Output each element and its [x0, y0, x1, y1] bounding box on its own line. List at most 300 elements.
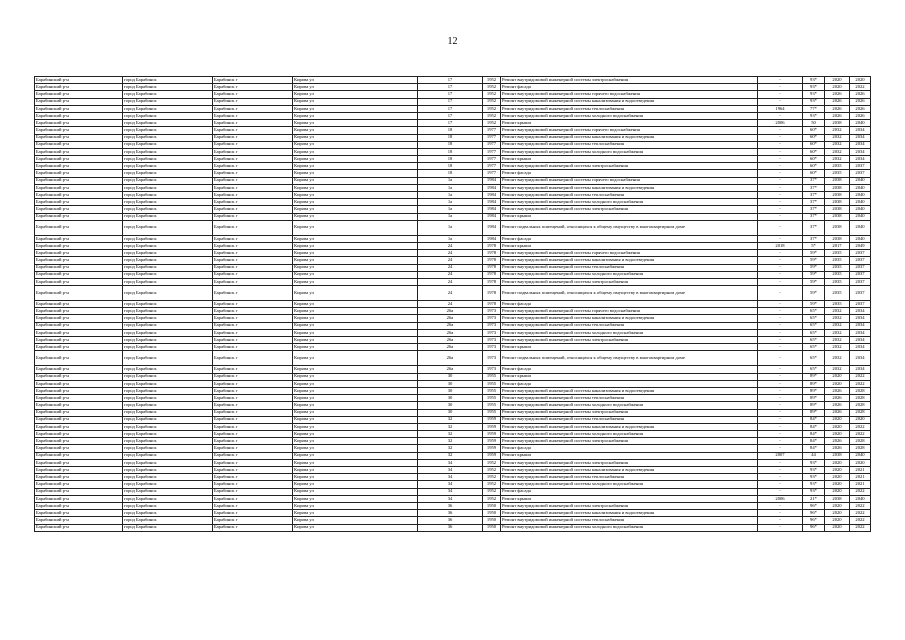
- table-row: [35, 402, 871, 409]
- last-repair-year-cell: -: [758, 301, 803, 308]
- district-cell: Барабинский р-н: [35, 315, 123, 322]
- plan-end-year-cell: 2022: [850, 517, 871, 524]
- table-row: [35, 308, 871, 315]
- plan-start-year-cell: 2032: [825, 141, 850, 148]
- work-type-cell: Ремонт внутридомовой инженерной системы теплоснабжения: [501, 105, 758, 112]
- street-cell: Кирова ул: [293, 351, 418, 366]
- last-repair-year-cell: -: [758, 351, 803, 366]
- city-cell: Барабинск г: [213, 445, 293, 452]
- locality-cell: город Барабинск: [123, 199, 213, 206]
- district-cell: Барабинский р-н: [35, 242, 123, 249]
- city-cell: Барабинск г: [213, 452, 293, 459]
- district-cell: Барабинский р-н: [35, 308, 123, 315]
- street-cell: Кирова ул: [293, 278, 418, 285]
- work-type-cell: Ремонт фасада: [501, 301, 758, 308]
- house-number-cell: 17: [418, 112, 483, 119]
- table-row: [35, 206, 871, 213]
- plan-start-year-cell: 2026: [825, 91, 850, 98]
- wear-percent-cell: 65*: [803, 315, 825, 322]
- house-number-cell: 32: [418, 445, 483, 452]
- street-cell: Кирова ул: [293, 459, 418, 466]
- house-number-cell: 17: [418, 98, 483, 105]
- plan-start-year-cell: 2026: [825, 409, 850, 416]
- plan-start-year-cell: 2035: [825, 286, 850, 301]
- work-type-cell: Ремонт фасада: [501, 170, 758, 177]
- house-number-cell: 1а: [418, 213, 483, 220]
- work-type-cell: Ремонт внутридомовой инженерной системы теплоснабжения: [501, 192, 758, 199]
- plan-start-year-cell: 2032: [825, 308, 850, 315]
- city-cell: Барабинск г: [213, 517, 293, 524]
- district-cell: Барабинский р-н: [35, 213, 123, 220]
- city-cell: Барабинск г: [213, 120, 293, 127]
- work-type-cell: Ремонт фасада: [501, 84, 758, 91]
- plan-end-year-cell: 2026: [850, 98, 871, 105]
- build-year-cell: 1952: [483, 474, 501, 481]
- district-cell: Барабинский р-н: [35, 438, 123, 445]
- plan-start-year-cell: 2020: [825, 84, 850, 91]
- wear-percent-cell: 60*: [803, 148, 825, 155]
- wear-percent-cell: 96*: [803, 510, 825, 517]
- house-number-cell: 24: [418, 264, 483, 271]
- work-type-cell: Ремонт внутридомовой инженерной системы теплоснабжения: [501, 141, 758, 148]
- build-year-cell: 1952: [483, 495, 501, 502]
- district-cell: Барабинский р-н: [35, 170, 123, 177]
- city-cell: Барабинск г: [213, 199, 293, 206]
- house-number-cell: 36: [418, 502, 483, 509]
- build-year-cell: 1952: [483, 77, 501, 84]
- street-cell: Кирова ул: [293, 315, 418, 322]
- locality-cell: город Барабинск: [123, 206, 213, 213]
- work-type-cell: Ремонт внутридомовой инженерной системы канализования и водоотведения: [501, 315, 758, 322]
- plan-end-year-cell: 2037: [850, 264, 871, 271]
- district-cell: Барабинский р-н: [35, 387, 123, 394]
- last-repair-year-cell: -: [758, 98, 803, 105]
- plan-end-year-cell: 2037: [850, 301, 871, 308]
- district-cell: Барабинский р-н: [35, 177, 123, 184]
- work-type-cell: Ремонт крыши: [501, 373, 758, 380]
- house-number-cell: 26а: [418, 315, 483, 322]
- city-cell: Барабинск г: [213, 148, 293, 155]
- district-cell: Барабинский р-н: [35, 445, 123, 452]
- street-cell: Кирова ул: [293, 264, 418, 271]
- build-year-cell: 1977: [483, 134, 501, 141]
- wear-percent-cell: 65*: [803, 337, 825, 344]
- district-cell: Барабинский р-н: [35, 395, 123, 402]
- wear-percent-cell: 89*: [803, 387, 825, 394]
- wear-percent-cell: 60*: [803, 163, 825, 170]
- house-number-cell: 30: [418, 380, 483, 387]
- locality-cell: город Барабинск: [123, 445, 213, 452]
- build-year-cell: 1959: [483, 445, 501, 452]
- wear-percent-cell: 96*: [803, 524, 825, 531]
- city-cell: Барабинск г: [213, 91, 293, 98]
- plan-start-year-cell: 2026: [825, 402, 850, 409]
- city-cell: Барабинск г: [213, 351, 293, 366]
- build-year-cell: 1978: [483, 250, 501, 257]
- wear-percent-cell: 59*: [803, 257, 825, 264]
- plan-start-year-cell: 2035: [825, 278, 850, 285]
- build-year-cell: 1984: [483, 199, 501, 206]
- work-type-cell: Ремонт крыши: [501, 495, 758, 502]
- street-cell: Кирова ул: [293, 387, 418, 394]
- last-repair-year-cell: -: [758, 322, 803, 329]
- plan-end-year-cell: 2034: [850, 322, 871, 329]
- district-cell: Барабинский р-н: [35, 235, 123, 242]
- house-number-cell: 30: [418, 409, 483, 416]
- build-year-cell: 1955: [483, 409, 501, 416]
- build-year-cell: 1977: [483, 170, 501, 177]
- plan-start-year-cell: 2020: [825, 474, 850, 481]
- district-cell: Барабинский р-н: [35, 495, 123, 502]
- street-cell: Кирова ул: [293, 148, 418, 155]
- table-row: [35, 502, 871, 509]
- city-cell: Барабинск г: [213, 170, 293, 177]
- plan-end-year-cell: 2020: [850, 77, 871, 84]
- street-cell: Кирова ул: [293, 220, 418, 235]
- last-repair-year-cell: -: [758, 329, 803, 336]
- work-type-cell: Ремонт внутридомовой инженерной системы теплоснабжения: [501, 517, 758, 524]
- house-number-cell: 32: [418, 452, 483, 459]
- street-cell: Кирова ул: [293, 445, 418, 452]
- street-cell: Кирова ул: [293, 84, 418, 91]
- table-row: [35, 387, 871, 394]
- work-type-cell: Ремонт крыши: [501, 213, 758, 220]
- locality-cell: город Барабинск: [123, 250, 213, 257]
- build-year-cell: 1955: [483, 395, 501, 402]
- build-year-cell: 1978: [483, 301, 501, 308]
- locality-cell: город Барабинск: [123, 495, 213, 502]
- build-year-cell: 1984: [483, 184, 501, 191]
- locality-cell: город Барабинск: [123, 112, 213, 119]
- table-row: [35, 177, 871, 184]
- locality-cell: город Барабинск: [123, 315, 213, 322]
- build-year-cell: 1973: [483, 322, 501, 329]
- plan-start-year-cell: 2032: [825, 351, 850, 366]
- house-number-cell: 24: [418, 301, 483, 308]
- wear-percent-cell: 93*: [803, 474, 825, 481]
- build-year-cell: 1959: [483, 423, 501, 430]
- table-row: [35, 77, 871, 84]
- work-type-cell: Ремонт внутридомовой инженерной системы канализования и водоотведения: [501, 510, 758, 517]
- plan-start-year-cell: 2038: [825, 199, 850, 206]
- table-row: [35, 416, 871, 423]
- plan-end-year-cell: 2040: [850, 184, 871, 191]
- plan-end-year-cell: 2028: [850, 445, 871, 452]
- table-row: [35, 351, 871, 366]
- build-year-cell: 1973: [483, 337, 501, 344]
- house-number-cell: 18: [418, 170, 483, 177]
- last-repair-year-cell: 2006: [758, 495, 803, 502]
- table-row: [35, 120, 871, 127]
- build-year-cell: 1978: [483, 257, 501, 264]
- wear-percent-cell: 93*: [803, 77, 825, 84]
- district-cell: Барабинский р-н: [35, 517, 123, 524]
- plan-end-year-cell: 2034: [850, 148, 871, 155]
- street-cell: Кирова ул: [293, 192, 418, 199]
- plan-start-year-cell: 2032: [825, 156, 850, 163]
- wear-percent-cell: 59*: [803, 286, 825, 301]
- locality-cell: город Барабинск: [123, 286, 213, 301]
- wear-percent-cell: 84*: [803, 423, 825, 430]
- locality-cell: город Барабинск: [123, 301, 213, 308]
- table-row: [35, 184, 871, 191]
- work-type-cell: Ремонт внутридомовой инженерной системы канализования и водоотведения: [501, 387, 758, 394]
- district-cell: Барабинский р-н: [35, 467, 123, 474]
- plan-end-year-cell: 2034: [850, 308, 871, 315]
- table-row: [35, 524, 871, 531]
- district-cell: Барабинский р-н: [35, 192, 123, 199]
- build-year-cell: 1973: [483, 329, 501, 336]
- wear-percent-cell: 96*: [803, 502, 825, 509]
- plan-end-year-cell: 2037: [850, 286, 871, 301]
- city-cell: Барабинск г: [213, 77, 293, 84]
- house-number-cell: 26а: [418, 322, 483, 329]
- plan-end-year-cell: 2022: [850, 84, 871, 91]
- table-row: [35, 495, 871, 502]
- locality-cell: город Барабинск: [123, 163, 213, 170]
- house-number-cell: 26а: [418, 366, 483, 373]
- wear-percent-cell: 93*: [803, 467, 825, 474]
- work-type-cell: Ремонт внутридомовой инженерной системы электроснабжения: [501, 502, 758, 509]
- district-cell: Барабинский р-н: [35, 264, 123, 271]
- plan-end-year-cell: 2022: [850, 380, 871, 387]
- work-type-cell: Ремонт внутридомовой инженерной системы холодного водоснабжения: [501, 148, 758, 155]
- house-number-cell: 1а: [418, 199, 483, 206]
- locality-cell: город Барабинск: [123, 351, 213, 366]
- plan-start-year-cell: 2020: [825, 488, 850, 495]
- build-year-cell: 1977: [483, 148, 501, 155]
- house-number-cell: 18: [418, 163, 483, 170]
- plan-start-year-cell: 2038: [825, 213, 850, 220]
- last-repair-year-cell: -: [758, 77, 803, 84]
- table-row: [35, 170, 871, 177]
- locality-cell: город Барабинск: [123, 105, 213, 112]
- street-cell: Кирова ул: [293, 517, 418, 524]
- last-repair-year-cell: -: [758, 438, 803, 445]
- last-repair-year-cell: -: [758, 235, 803, 242]
- house-number-cell: 26а: [418, 351, 483, 366]
- build-year-cell: 1950: [483, 502, 501, 509]
- plan-end-year-cell: 2020: [850, 459, 871, 466]
- city-cell: Барабинск г: [213, 495, 293, 502]
- wear-percent-cell: 59*: [803, 250, 825, 257]
- wear-percent-cell: 65*: [803, 366, 825, 373]
- table-row: [35, 235, 871, 242]
- locality-cell: город Барабинск: [123, 467, 213, 474]
- district-cell: Барабинский р-н: [35, 77, 123, 84]
- table-row: [35, 395, 871, 402]
- plan-start-year-cell: 2020: [825, 467, 850, 474]
- city-cell: Барабинск г: [213, 459, 293, 466]
- build-year-cell: 1952: [483, 120, 501, 127]
- plan-start-year-cell: 2020: [825, 517, 850, 524]
- city-cell: Барабинск г: [213, 524, 293, 531]
- wear-percent-cell: 65*: [803, 351, 825, 366]
- house-number-cell: 34: [418, 474, 483, 481]
- build-year-cell: 1984: [483, 192, 501, 199]
- locality-cell: город Барабинск: [123, 170, 213, 177]
- city-cell: Барабинск г: [213, 431, 293, 438]
- plan-end-year-cell: 2022: [850, 488, 871, 495]
- work-type-cell: Ремонт внутридомовой инженерной системы теплоснабжения: [501, 322, 758, 329]
- work-type-cell: Ремонт внутридомовой инженерной системы электроснабжения: [501, 459, 758, 466]
- house-number-cell: 30: [418, 387, 483, 394]
- table-row: [35, 445, 871, 452]
- city-cell: Барабинск г: [213, 163, 293, 170]
- table-row: [35, 278, 871, 285]
- work-type-cell: Ремонт подвальных помещений, относящихся к общему имуществу в многоквартирном доме: [501, 220, 758, 235]
- city-cell: Барабинск г: [213, 213, 293, 220]
- street-cell: Кирова ул: [293, 344, 418, 351]
- house-number-cell: 36: [418, 510, 483, 517]
- district-cell: Барабинский р-н: [35, 322, 123, 329]
- last-repair-year-cell: -: [758, 163, 803, 170]
- table-row: [35, 127, 871, 134]
- plan-start-year-cell: 2038: [825, 120, 850, 127]
- house-number-cell: 34: [418, 488, 483, 495]
- build-year-cell: 1952: [483, 105, 501, 112]
- city-cell: Барабинск г: [213, 257, 293, 264]
- district-cell: Барабинский р-н: [35, 452, 123, 459]
- work-type-cell: Ремонт внутридомовой инженерной системы холодного водоснабжения: [501, 524, 758, 531]
- city-cell: Барабинск г: [213, 387, 293, 394]
- plan-start-year-cell: 2038: [825, 452, 850, 459]
- house-number-cell: 26а: [418, 337, 483, 344]
- table-row: [35, 91, 871, 98]
- build-year-cell: 1973: [483, 315, 501, 322]
- district-cell: Барабинский р-н: [35, 301, 123, 308]
- table-row: [35, 409, 871, 416]
- wear-percent-cell: 60*: [803, 156, 825, 163]
- house-number-cell: 18: [418, 134, 483, 141]
- work-type-cell: Ремонт фасада: [501, 380, 758, 387]
- wear-percent-cell: 59*: [803, 271, 825, 278]
- district-cell: Барабинский р-н: [35, 250, 123, 257]
- street-cell: Кирова ул: [293, 120, 418, 127]
- last-repair-year-cell: -: [758, 524, 803, 531]
- city-cell: Барабинск г: [213, 141, 293, 148]
- locality-cell: город Барабинск: [123, 452, 213, 459]
- district-cell: Барабинский р-н: [35, 488, 123, 495]
- city-cell: Барабинск г: [213, 467, 293, 474]
- house-number-cell: 34: [418, 459, 483, 466]
- wear-percent-cell: 93*: [803, 84, 825, 91]
- plan-start-year-cell: 2020: [825, 502, 850, 509]
- district-cell: Барабинский р-н: [35, 481, 123, 488]
- district-cell: Барабинский р-н: [35, 373, 123, 380]
- plan-end-year-cell: 2026: [850, 91, 871, 98]
- district-cell: Барабинский р-н: [35, 120, 123, 127]
- build-year-cell: 1973: [483, 351, 501, 366]
- house-number-cell: 1а: [418, 184, 483, 191]
- plan-start-year-cell: 2038: [825, 235, 850, 242]
- locality-cell: город Барабинск: [123, 278, 213, 285]
- last-repair-year-cell: 1964: [758, 105, 803, 112]
- street-cell: Кирова ул: [293, 213, 418, 220]
- city-cell: Барабинск г: [213, 98, 293, 105]
- wear-percent-cell: 44: [803, 452, 825, 459]
- table-row: [35, 84, 871, 91]
- build-year-cell: 1978: [483, 278, 501, 285]
- city-cell: Барабинск г: [213, 409, 293, 416]
- build-year-cell: 1978: [483, 264, 501, 271]
- plan-end-year-cell: 2034: [850, 134, 871, 141]
- table-row: [35, 337, 871, 344]
- plan-start-year-cell: 2038: [825, 220, 850, 235]
- district-cell: Барабинский р-н: [35, 459, 123, 466]
- last-repair-year-cell: -: [758, 315, 803, 322]
- street-cell: Кирова ул: [293, 495, 418, 502]
- house-number-cell: 32: [418, 423, 483, 430]
- work-type-cell: Ремонт внутридомовой инженерной системы холодного водоснабжения: [501, 431, 758, 438]
- plan-start-year-cell: 2020: [825, 431, 850, 438]
- last-repair-year-cell: -: [758, 206, 803, 213]
- plan-end-year-cell: 2034: [850, 127, 871, 134]
- plan-end-year-cell: 2040: [850, 199, 871, 206]
- last-repair-year-cell: -: [758, 373, 803, 380]
- table-row: [35, 423, 871, 430]
- locality-cell: город Барабинск: [123, 502, 213, 509]
- plan-end-year-cell: 2028: [850, 409, 871, 416]
- locality-cell: город Барабинск: [123, 402, 213, 409]
- last-repair-year-cell: 2007: [758, 452, 803, 459]
- last-repair-year-cell: -: [758, 199, 803, 206]
- plan-start-year-cell: 2038: [825, 495, 850, 502]
- plan-start-year-cell: 2035: [825, 250, 850, 257]
- work-type-cell: Ремонт внутридомовой инженерной системы холодного водоснабжения: [501, 199, 758, 206]
- house-number-cell: 18: [418, 156, 483, 163]
- work-type-cell: Ремонт внутридомовой инженерной системы горячего водоснабжения: [501, 308, 758, 315]
- work-type-cell: Ремонт внутридомовой инженерной системы электроснабжения: [501, 206, 758, 213]
- city-cell: Барабинск г: [213, 510, 293, 517]
- street-cell: Кирова ул: [293, 112, 418, 119]
- work-type-cell: Ремонт внутридомовой инженерной системы горячего водоснабжения: [501, 127, 758, 134]
- house-number-cell: 26а: [418, 344, 483, 351]
- plan-end-year-cell: 2049: [850, 242, 871, 249]
- district-cell: Барабинский р-н: [35, 474, 123, 481]
- last-repair-year-cell: -: [758, 271, 803, 278]
- table-row: [35, 264, 871, 271]
- build-year-cell: 1978: [483, 242, 501, 249]
- street-cell: Кирова ул: [293, 510, 418, 517]
- street-cell: Кирова ул: [293, 91, 418, 98]
- plan-end-year-cell: 2040: [850, 213, 871, 220]
- plan-end-year-cell: 2040: [850, 235, 871, 242]
- house-number-cell: 1а: [418, 220, 483, 235]
- plan-end-year-cell: 2034: [850, 315, 871, 322]
- locality-cell: город Барабинск: [123, 156, 213, 163]
- plan-start-year-cell: 2035: [825, 301, 850, 308]
- last-repair-year-cell: -: [758, 502, 803, 509]
- plan-end-year-cell: 2037: [850, 271, 871, 278]
- plan-end-year-cell: 2028: [850, 402, 871, 409]
- wear-percent-cell: 84*: [803, 431, 825, 438]
- work-type-cell: Ремонт внутридомовой инженерной системы холодного водоснабжения: [501, 402, 758, 409]
- street-cell: Кирова ул: [293, 235, 418, 242]
- district-cell: Барабинский р-н: [35, 163, 123, 170]
- plan-start-year-cell: 2032: [825, 127, 850, 134]
- district-cell: Барабинский р-н: [35, 98, 123, 105]
- work-type-cell: Ремонт подвальных помещений, относящихся к общему имуществу в многоквартирном доме: [501, 351, 758, 366]
- locality-cell: город Барабинск: [123, 184, 213, 191]
- plan-end-year-cell: 2028: [850, 387, 871, 394]
- plan-start-year-cell: 2032: [825, 322, 850, 329]
- street-cell: Кирова ул: [293, 467, 418, 474]
- locality-cell: город Барабинск: [123, 271, 213, 278]
- house-number-cell: 17: [418, 91, 483, 98]
- district-cell: Барабинский р-н: [35, 271, 123, 278]
- house-number-cell: 18: [418, 148, 483, 155]
